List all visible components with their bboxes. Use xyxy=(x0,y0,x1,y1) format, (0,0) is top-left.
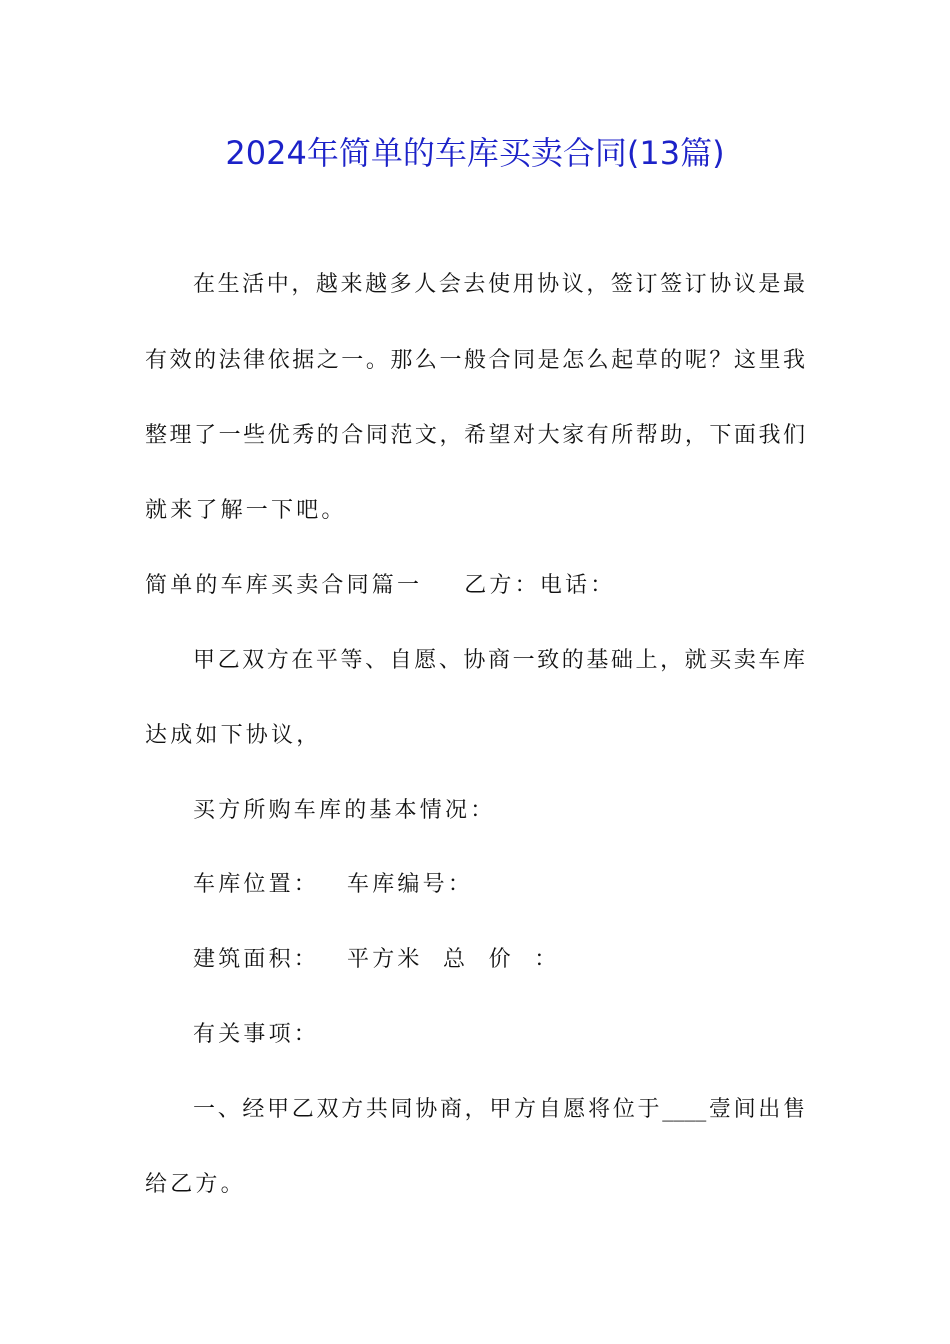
intro-line-1: 在生活中，越来越多人会去使用协议，签订签订协议是最 xyxy=(193,272,805,297)
para1-line-1: 甲乙双方在平等、自愿、协商一致的基础上，就买卖车库 xyxy=(193,648,805,673)
location-row xyxy=(193,870,805,900)
party-b-label: 乙方： xyxy=(464,573,540,598)
intro-line-2: 有效的法律依据之一。那么一般合同是怎么起草的呢？这里我 xyxy=(145,348,805,373)
area-label: 建筑面积： xyxy=(193,947,320,972)
section-heading-row xyxy=(145,571,805,601)
matters-heading: 有关事项： xyxy=(193,1022,320,1047)
section-heading: 简单的车库买卖合同篇一 xyxy=(145,573,423,598)
unit-label: 平方米 xyxy=(347,947,423,972)
number-label: 车库编号： xyxy=(347,872,474,897)
para1-line-2: 达成如下协议， xyxy=(145,723,322,748)
location-label: 车库位置： xyxy=(193,872,320,897)
intro-line-3: 整理了一些优秀的合同范文，希望对大家有所帮助，下面我们 xyxy=(145,423,805,448)
clause1-line-2: 给乙方。 xyxy=(145,1172,246,1197)
intro-line-4: 就来了解一下吧。 xyxy=(145,498,347,523)
phone-label: 电话： xyxy=(539,573,616,598)
clause1-line-1: 一、经甲乙双方共同协商，甲方自愿将位于____壹间出售 xyxy=(193,1097,805,1122)
area-row xyxy=(193,945,805,975)
total-price-label: 总 价 ： xyxy=(443,947,560,972)
document-title: 2024年简单的车库买卖合同(13篇) xyxy=(225,134,725,172)
basic-info-heading: 买方所购车库的基本情况： xyxy=(193,798,496,823)
